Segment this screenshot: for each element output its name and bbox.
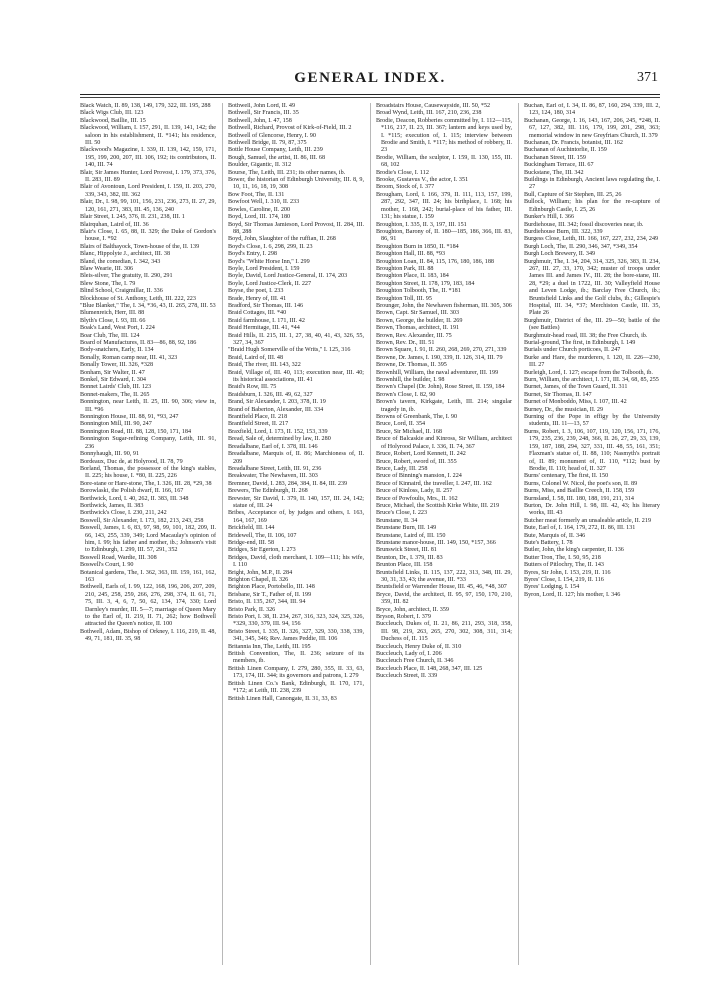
index-entry: Broughton Hall, III. 88, *93 [376,251,446,258]
index-column-2 [228,103,364,965]
index-column-3 [376,103,512,965]
index-entry: British Linen Hall, Canongate, II. 31, 33, 83 [228,695,337,702]
index-entry: Boswell's Court, I. 90 [80,562,134,569]
index-entry: Bonally, Roman camp near, III. 41, 323 [80,354,178,361]
index-entry: Burgh Loch Brewery, II. 349 [524,251,596,258]
index-entry: Brantfield Place, II. 218 [228,414,288,421]
index-entry: Butcher meat formerly an unsaleable article, II. 219 [524,517,652,524]
index-entry: British Linen Co.'s Bank, Edinburgh, II. 170, 171, *172; at Leith, III. 238, 239 [228,680,364,695]
index-entry: Bute, Marquis of, II. 346 [524,532,586,539]
index-entry: Broad Wynd, Leith, III. 167, 210, 236, 238 [376,110,482,117]
index-entry: Brown's tavern, Kirkgate, Leith, III. 214; singular tragedy in, ib. [376,399,512,413]
index-entry: Burghmuir-head road, III. 38; the Free Church, ib. [524,332,648,339]
index-entry: Body-snatchers, Early, II. 134 [80,347,154,354]
index-entry: Byres' Lodging, I. 154 [524,584,580,591]
index-entry: Burgess Close, Leith, III. 166, 167, 227, 232, 234, 249 [524,236,659,243]
index-entry: Bridewell, The, II. 106, 107 [228,532,297,539]
index-entry: Bruce of Binning's mansion, I. 224 [376,473,462,480]
index-entry: Bruce of Balcaskie and Kinross, Sir William, architect of Holyrood Palace, I. 336, II. 74, 367 [376,436,512,450]
index-entry: Brown, Capt. Sir Samuel, III. 303 [376,310,460,317]
index-entry: Bull, Capture of Sir Stephen, III. 25, 26 [524,191,622,198]
index-entry: Brown Square, I. 91, II. 260, 268, 269, 270, 271, 339 [376,347,507,354]
index-entry: Bothwell Bridge, II. 79, 87, 375 [228,140,307,147]
index-entry: Brooke, Gustavus V., the actor, I. 351 [376,177,469,184]
index-entry: Blair's Close, I. 65, 88, II. 329; the Duke of Gordon's house, I. *92 [80,228,216,243]
index-entry: Burial-ground, The first, in Edinburgh, I. 149 [524,340,636,346]
index-entry: Boyle, Lord Justice-Clerk, II. 227 [228,280,312,287]
index-entry: Bowles, Caroline, II. 200 [228,206,291,213]
index-entry: Burton, Dr. John Hill, I. 98, III. 42, 43; his literary works, III. 43 [524,502,660,517]
index-entry: Boyd's Entry, I. 298 [228,251,277,258]
index-entry: Boyse, the poet, I. 233 [228,288,284,295]
index-entry: Burns' centenary, The first, II. 150 [524,473,609,480]
index-entry: Blumenreich, Herr, III. 88 [80,310,145,317]
index-entry: Broughton, I. 335, II. 3, 197, III. 151 [376,221,467,228]
index-entry: Bland, the comedian, I. 342, 343 [80,258,161,265]
index-entry: Bonnet Lairds' Club, III. 123 [80,384,152,391]
index-entry: Burdiehouse Burn, III. 322, 339 [524,228,603,235]
header-rule-thin [80,97,660,98]
index-entry: Bonnyhaugh, III. 90, 91 [80,451,140,458]
index-entry: Bothwell, Adam, Bishop of Orkney, I. 116, 219, II. 48, 49, 71, 181, III. 35, 98 [80,628,216,643]
index-entry: Brantfield Street, II. 217 [228,421,289,428]
index-entry: Bute's Battery, I. 78 [524,539,573,546]
index-entry: Burdiehouse, III. 342; fossil discoveries near, ib. [524,221,644,228]
index-entry: Buildings in Edinburgh, Ancient laws regulating the, I. 27 [524,177,660,191]
index-entry: Britannia Inn, The, Leith, III. 195 [228,643,311,650]
index-entry: British Convention, The, II. 236; seizure of its members, ib. [228,651,364,665]
index-entry: Bristo Street, I. 335, II. 326, 327, 329, 330, 338, 339, 341, 345, 346; Rev. James Peddie, III. 106 [228,628,364,643]
index-entry: Breadalbane, Earl of, I. 378, III. 146 [228,443,318,450]
index-entry: Broom, Stock of, I. 377 [376,184,435,191]
index-entry: Bonnington, near Leith, II. 25, III. 90, 306; view in, III. *96 [80,399,216,413]
index-entry: Bristo, II. 135, 267, 344, III. 94 [228,599,306,606]
index-entry: Buccleuch Free Church, II. 346 [376,658,454,665]
index-entry: Broughton, Barony of, II. 180—185, 186, 366, III. 83, 86, 91 [376,228,512,243]
index-entry: Braid, The river, III. 143, 322 [228,362,301,369]
index-entry: Bruntsfield Links, II. 115, 137, 222, 313, 348, III. 29, 30, 31, 33, 43; the avenue, III. *33 [376,569,512,583]
index-entry: Bridge-end, III. 58 [228,539,275,546]
index-entry: Bourse, The, Leith, III. 231; its other names, ib. [228,169,346,176]
index-entry: Blyth's Close, I. 93, III. 66 [80,317,146,324]
index-entry: Blackwood, William, I. 157, 291, II. 139, 141, 142; the saloon in his establishment, II. *141; his residence, III. 50 [80,125,216,147]
index-entry: Bradford, Sir Thomas, III. 146 [228,302,304,309]
index-entry: Boyd, Sir Thomas Jamieson, Lord Provost, II. 284, III. 88, 288 [228,221,364,235]
index-entry: Buchan, Earl of, I. 34, II. 86, 87, 160, 294, 339, III. 2, 123, 124, 180, 314 [524,103,660,117]
index-entry: Braid Hills, II. 215, III. 1, 27, 38, 40, 41, 43, 326, 55, 327, 34, 367 [228,332,364,346]
index-entry: Bunker's Hill, I. 366 [524,214,575,221]
index-entry: Burials under Church porticoes, II. 247 [524,347,621,354]
index-entry: Braid's Row, III. 75 [228,384,277,391]
index-entry: Blockhouse of St. Anthony, Leith, III. 222, 223 [80,295,196,302]
index-entry: Blairs of Balthayock, Town-house of the, II. 139 [80,243,200,250]
index-entry: Blair of Avontoun, Lord President, I. 159, II. 203, 270, 339, 343, 382, III. 362 [80,184,216,198]
index-entry: Bryson, Robert, I. 379 [376,614,431,621]
index-entry: Bothwell, Sir Francis, III. 35 [228,110,299,117]
index-entry: Brisbane, Sir T., Father of, II. 199 [228,591,312,598]
index-entry: Bower, the historian of Edinburgh University, III. 8, 9, 10, 11, 16, 18, 19, 308 [228,177,364,191]
index-entry: Blair, Dr., I. 98, 99, 101, 156, 231, 236, 273, II. 27, 29, 120, 161, 271, 383, III. 45, 136, 240 [80,199,216,213]
index-entry: Boak's Land, West Port, I. 224 [80,325,155,332]
index-entry: Broughton Burn in 1850, II. *184 [376,243,459,250]
index-entry: Blackwood's Magazine, I. 339, II. 139, 142, 159, 171, 195, 199, 200, 207, III. 106, 192; its contributors, II. 140, III. 74 [80,147,216,169]
index-entry: Blaw Wearie, III. 306 [80,265,134,272]
index-entry: Blair, Sir James Hunter, Lord Provost, I. 179, 373, 376, II. 283, III. 89 [80,169,216,184]
page-title: GENERAL INDEX. [294,70,446,86]
index-entry: Buckingham Terrace, III. 67 [524,162,594,169]
index-entry: Brade, Henry of, III. 41 [228,295,287,302]
index-entry: Bonnington Sugar-refining Company, Leith, III. 91, 236 [80,436,216,450]
index-entry: Burghmuir, The, I. 34, 204, 314, 325, 326, 383, II. 234, 267, III. 27, 33, 170, 342; muster of troops under James III. and James IV., III. 28; the bore-stane, III. 28, *29; a duel in 1722, III. 30; Valleyfield House and Leven Lodge, ib.; Barclay Free Church, ib.; Bruntsfield Links and the Golf clubs, ib.; Gillespie's Hospital, III. 34, *37; Merchiston Castle, III. 35, Plate 26 [524,258,660,317]
index-entry: Bridges, Sir Egerton, I. 273 [228,547,296,554]
index-entry: Burnet of Monboddo, Miss, I. 107, III. 42 [524,399,627,406]
index-entry: Byron, Lord, II. 127; his mother, I. 346 [524,591,621,598]
index-entry: Borland, Thomas, the possessor of the king's stables, II. 225; his house, I. *80, II. 225, 226 [80,465,216,480]
index-entry: Bothwell of Glencorse, Henry, I. 90 [228,132,316,139]
index-entry: Browns of Greenbank, The, I. 90 [376,414,458,421]
index-entry: Brounger, John, the Newhaven fisherman, III. 305, 306 [376,302,512,309]
index-entry: Blind School, Craigmillar, II. 336 [80,288,163,295]
index-entry: Black Wigs Club, III. 123 [80,110,144,117]
index-entry: Borthwick's Close, I. 230, 211, 242 [80,510,167,517]
index-entry: Burke and Hare, the murderers, I. 120, II. 226—230, III. 27 [524,354,660,369]
index-entry: Bonnet-makers, The, II. 265 [80,391,150,398]
index-entry: Bruntsfield or Warrender House, III. 45, 46, *48, 307 [376,584,507,591]
index-entry: Braid, Village of, III. 40, 113; execution near, III. 40; its historical associations, III. 41 [228,369,364,384]
index-entry: Breadalbane, Marquis of, II. 86; Marchioness of, II. 209 [228,451,364,465]
index-entry: Byres, Sir John, I. 153, 219, II. 116 [524,569,611,576]
index-entry: British Linen Company, I. 279, 280, 355, II. 33, 63, 173, 174, III. 344; its governors and patrons, I. 279 [228,665,364,680]
index-entry: Boyd, Lord, III. 174, 180 [228,214,291,221]
index-entry: Bruce, Robert, sword of, III. 355 [376,458,457,465]
index-entry: Brown, Rev. Dr., III. 51 [376,340,435,346]
index-entry: Borthwick, James, II. 383 [80,502,144,509]
index-entry: Bonnington Mill, III. 90, 247 [80,421,152,428]
index-entry: Boswell, Sir Alexander, I. 173, 182, 213, 243, 258 [80,517,204,524]
index-entry: Bruce, Robert, Lord Kennett, II. 242 [376,451,466,458]
index-entry: Burn, William, the architect, I. 171, III. 34, 68, 85, 255 [524,377,659,384]
index-entry: Braxfield, Lord, I. 173, II. 152, 153, 339 [228,428,328,435]
index-entry: Brownhill, William, the naval adventurer, III. 199 [376,369,499,376]
index-entry: Burns, Miss, and Baillie Creech, II. 158, 159 [524,488,635,495]
index-entry: Bonnington House, III. 88, 91, *93, 247 [80,414,179,421]
index-entry: Bothwell, John, I. 47, 158 [228,117,292,124]
index-entry: Buccleuch, Dukes of, II. 21, 86, 211, 293, 318, 358, III. 98, 219, 263, 265, 270, 302, 308, 311, 314; Duchess of, II. 115 [376,621,512,643]
index-entry: Bryce, John, architect, II. 359 [376,606,449,613]
index-entry: Brand, Sir Alexander, I. 203, 378, II. 19 [228,399,326,406]
index-entry: Bruce of Kinloss, Lady, II. 257 [376,488,453,495]
index-entry: Brown, Thomas, architect, II. 191 [376,325,460,332]
index-entry: Bothwell, John Lord, II. 49 [228,103,296,109]
index-entry: Boulder, Gigantic, II. 312 [228,162,292,169]
column-divider [370,103,371,965]
column-divider [222,103,223,965]
index-entry: Boyle, David, Lord Justice-General, II. 174, 203 [228,273,348,280]
index-entry: Brown's Chapel (Dr. John), Rose Street, II. 159, 184 [376,384,505,391]
index-entry: Braid Hermitage, III. 41, *44 [228,325,300,332]
index-entry: Black Watch, II. 89, 138, 149, 179, 322, III. 195, 288 [80,103,211,109]
index-entry: Bothwell, Earls of, I. 99, 122, 168, 196, 206, 207, 209, 210, 245, 258, 259, 266, 276, 298, 374, II. 61, 71, 75, III. 3, 4, 6, 7, 50, 62, 134, 174, 330; Lord Darnley's murder, III. 5—7; marriage of Queen Mary to the Earl of, II. 219, II. 71, 262; how Bothwell attracted the Queen's notice, II. 100 [80,584,216,628]
index-entry: Broughton Place, II. 183, 184 [376,273,449,280]
index-entry: Browne, Dr. James, I. 190, 339, II. 126, 314, III. 79 [376,354,503,361]
index-entry: Blairquhan, Laird of, III. 36 [80,221,149,228]
index-entry: Brodie, William, the sculptor, I. 159, II. 130, 155, III. 68, 102 [376,154,512,169]
index-entry: Bruce, Sir Michael, II. 168 [376,428,442,435]
index-entry: Buchanan, George, I. 16, 143, 167, 206, 245, *248, II. 67, 127, 382, III. 116, 179, 199, 201, 298, 363; memorial window in new Greyfriars Church, II. 379 [524,117,660,139]
index-entry: Broughton Park, III. 88 [376,265,434,272]
index-entry: Burns, Robert, I. 3, 106, 107, 119, 120, 156, 171, 176, 179, 235, 236, 239, 248, 366, II. 26, 27, 29, 33, 139, 159, 187, 188, 294, 327, 331, III. 48, 55, 161, 351; Flaxman's statue of, II. 88, 110; Nasmyth's portrait of, II. 89; monument of, II. 110, *112; bust by Brodie, II. 110; head of, II. 327 [524,428,660,472]
index-entry: Bleis-silver, The gratuity, II. 290, 291 [80,273,173,280]
index-entry: Bute, Earl of, I. 164, 179, 272, II. 86, III. 131 [524,525,636,532]
index-entry: Blair Street, I. 245, 376, II. 231, 238, III. 1 [80,214,185,221]
index-entry: Brunton Place, III. 158 [376,562,433,569]
index-entry: "Braid Hugh Somerville of the Writs," I. 125, 316 [228,347,351,354]
index-entry: Blanc, Hippolyte J., architect, III. 38 [80,251,171,258]
index-entry: Brown, Rev. Alexander, III. 75 [376,332,452,339]
index-entry: Brodie's Close, I. 112 [376,169,429,176]
index-entry: Broughton Loan, II. 84, 115, 176, 180, 186, 188 [376,258,494,265]
index-entry: Buchanan Street, III. 159 [524,154,586,161]
index-entry: Brunswick Street, III. 81 [376,547,437,554]
index-entry: Bonkel, Sir Edward, I. 304 [80,377,147,384]
index-entry: Bristo Park, II. 326 [228,606,276,613]
index-entry: Burning of the Pope in effigy by the University students, III. 11—13, 57 [524,414,660,428]
index-entry: Burnet, Sir Thomas, II. 147 [524,391,592,398]
index-entry: Braid Cottages, III. *40 [228,310,287,317]
index-entry: Bough, Samuel, the artist, II. 86, III. 68 [228,154,326,161]
index-entry: Burns, Colonel W. Nicol, the poet's son, II. 89 [524,480,638,487]
index-entry: Bruce of Powfoulis, Mrs., II. 162 [376,495,458,502]
index-entry: Bryce, David, the architect, II. 95, 97, 150, 170, 210, 359, III. 82 [376,591,512,606]
index-entry: Boyd's Close, I. 6, 298, 299, II. 23 [228,243,313,250]
index-entry: Brewers, The Edinburgh, II. 268 [228,488,308,495]
index-entry: Bordeaux, Duc de, at Holyrood, II. 78, 79 [80,458,183,465]
index-entry: Brewster, Sir David, I. 379, II. 140, 157, III. 24, 142; statue of, III. 24 [228,495,364,509]
index-entry: Brighton Chapel, II. 326 [228,577,289,583]
index-entry: Butters of Pitlochry, The, II. 143 [524,562,604,569]
column-divider [518,103,519,965]
index-entry: Brighton Place, Portobello, III. 148 [228,584,315,591]
index-column-4 [524,103,660,965]
index-entry: Brougham, Lord, I. 166, 379, II. 111, 113, 157, 199, 287, 292, 347, III. 24; his birthplace, I. 168; his mother, I. 168, 242; burial-place of his father, III. 131; his statue, I. 159 [376,191,512,221]
index-entry: Burleigh, Lord, I. 127; escape from the Tolbooth, ib. [524,369,653,376]
index-entry: Bridges, David, cloth merchant, I. 109—111; his wife, I. 110 [228,554,364,569]
index-entry: Boswell Road, Wardie, III. 308 [80,554,157,561]
index-entry: Burnsland, I. 58, III. 180, 188, 191, 211, 314 [524,495,634,502]
index-entry: Bribes, Acceptance of, by judges and others, I. 163, 164, 167, 169 [228,510,364,524]
index-entry: Bowfoot Well, I. 310, II. 233 [228,199,300,206]
index-entry: Brunstane, Laird of, III. 150 [376,532,446,539]
index-entry: Bonnington Road, III. 88, 128, 150, 171, 184 [80,428,192,435]
index-entry: Broughton Street, II. 178, 179, 183, 184 [376,280,475,287]
index-entry: Bonham, Sir Walter, II. 47 [80,369,145,376]
index-entry: Browne, Dr. Thomas, II. 395 [376,362,447,369]
index-entry: Buccleuch Street, II. 339 [376,673,438,680]
index-entry: Borthwick, Lord, I. 40, 262, II. 383, III. 348 [80,495,189,502]
index-entry: Burney, Dr., the musician, II. 29 [524,406,604,413]
index-entry: Brickfield, III. 144 [228,525,275,532]
index-entry: Braid farmhouse, I. 171, III. 42 [228,317,305,324]
index-entry: Broadstairs House, Causewayside, III. 50, *52 [376,103,491,109]
index-entry: Butter Tron, The, I. 50, 95, 218 [524,554,601,561]
index-entry: Boyd's "White Horse Inn," I. 299 [228,258,310,265]
index-entry: Bullock, William; his plan for the re-capture of Edinburgh Castle, I. 25, 26 [524,199,660,213]
index-entry: Buchanan of Auchintorlie, II. 159 [524,147,607,154]
index-entry: Board of Manufactures, II. 83—86, 88, 92, 186 [80,340,197,346]
index-entry: Bruce, Lord, II. 354 [376,421,426,428]
index-entry: Bothwell, Richard, Provost of Kirk-of-Field, III. 2 [228,125,352,132]
index-entry: Buccleuch, Henry Duke of, II. 310 [376,643,462,650]
index-entry: Brown's Close, I. 82, 90 [376,391,436,398]
index-entry: Bristo Port, I. 38, II. 234, 267, 316, 323, 324, 325, 326, *329, 330, 379, III. 94, 156 [228,614,364,628]
index-entry: Brodie, Deacon, Robberies committed by, I. 112—115, *116, 217, II. 23, III. 367; lantern and keys used by, I. *115; execution of, I. 115; interview between Brodie and Smith, I. *117; his method of robbery, II. 23 [376,117,512,154]
index-entry: Brunstane, II. 34 [376,517,418,524]
index-entry: Bonally Tower, III. 326, *328 [80,362,154,369]
index-column-1 [80,103,216,965]
index-entry: Bore-stane or Hare-stone, The, I. 326, III. 28, *29, 38 [80,480,212,487]
index-entry: Buccleuch Place, II. 148, 268, 347, III. 125 [376,665,483,672]
index-entry: Buccleuch, Lady of, I. 206 [376,651,442,658]
index-entry: Bruce, Lady, III. 258 [376,465,428,472]
index-entry: Boar Club, The, III. 124 [80,332,140,339]
index-entry: Breakwater, The Newhaven, III. 303 [228,473,318,480]
index-entry: Broughton Tolbooth, The, II. *181 [376,288,461,295]
index-entry: Bow Foot, The, II. 131 [228,191,285,198]
index-entry: Bremner, David, I. 283, 284, 384, II. 84, III. 239 [228,480,348,487]
index-entry: Blackwood, Baillie, III. 15 [80,117,146,124]
index-entry: Byres' Close, I. 154, 219, II. 116 [524,577,604,583]
index-entry: Borowlaski, the Polish dwarf, II. 166, 167 [80,488,184,495]
index-entry: "Blue Blanket," The, I. 34, *36, 43, II. 265, 278, III. 53 [80,302,216,309]
index-entry: Buckstane, The, III. 342 [524,169,584,176]
index-entry: Braid, Laird of, III. 48 [228,354,284,361]
header-rule-thick [80,94,660,95]
index-entry: Burghmuir, District of the, III. 29—50; battle of the (see Battles) [524,317,660,332]
index-entry: Bottle House Company, Leith, III. 239 [228,147,323,154]
index-entry: Brown, George, the builder, II. 269 [376,317,463,324]
index-entry: Bright, John, M.P., II. 284 [228,569,293,576]
index-entry: Boyle, Lord President, I. 159 [228,265,300,272]
index-entry: Brownhill, the builder, I. 98 [376,377,445,384]
index-entry: Bread, Sale of, determined by law, II. 280 [228,436,331,443]
index-entry: Burgh Loch, The, II. 290, 346, 347, *349, 354 [524,243,638,250]
page-header [80,70,660,100]
index-entry: Botanical gardens, The, I. 362, 363, III. 159, 161, 162, 163 [80,569,216,583]
index-entry: Blew Stone, The, I. 79 [80,280,136,287]
index-entry: Buchanan, Dr. Francis, botanist, III. 162 [524,140,623,147]
index-entry: Brunstane Burn, III. 149 [376,525,437,532]
index-entry: Bruce of Kinnaird, the traveller, I. 247, III. 162 [376,480,492,487]
index-entry: Broughton Toll, III. 95 [376,295,432,302]
index-entry: Bruce, Michael, the Scottish Kirke White, III. 219 [376,502,500,509]
index-entry: Brand of Baberton, Alexander, III. 334 [228,406,324,413]
index-entry: Bruce's Close, I. 223 [376,510,428,517]
index-entry: Boyd, John, Slaughter of the ruffian, II. 268 [228,236,336,243]
index-entry: Breadalbane Street, Leith, III. 91, 236 [228,465,322,472]
index-entry: Butler, John, the king's carpenter, II. 136 [524,547,624,554]
page-number: 371 [637,70,658,85]
index-entry: Burnet, James, of the Town Guard, II. 311 [524,384,628,391]
index-entry: Brunstane manor-house, III. 149, 150, *157, 366 [376,539,496,546]
index-entry: Boswell, James, I. 6, 83, 97, 98, 99, 101, 182, 209, II. 66, 143, 255, 339, 349; Lord Macaulay's opinion of him, I. 99; his father and mother, ib.; Johnson's visit to Edinburgh, I. 299, III. 57, 291, 352 [80,525,216,554]
index-entry: Braidsburn, I. 326, III. 49, 62, 327 [228,391,313,398]
index-entry: Brunton, Dr., I. 379, III. 83 [376,554,443,561]
